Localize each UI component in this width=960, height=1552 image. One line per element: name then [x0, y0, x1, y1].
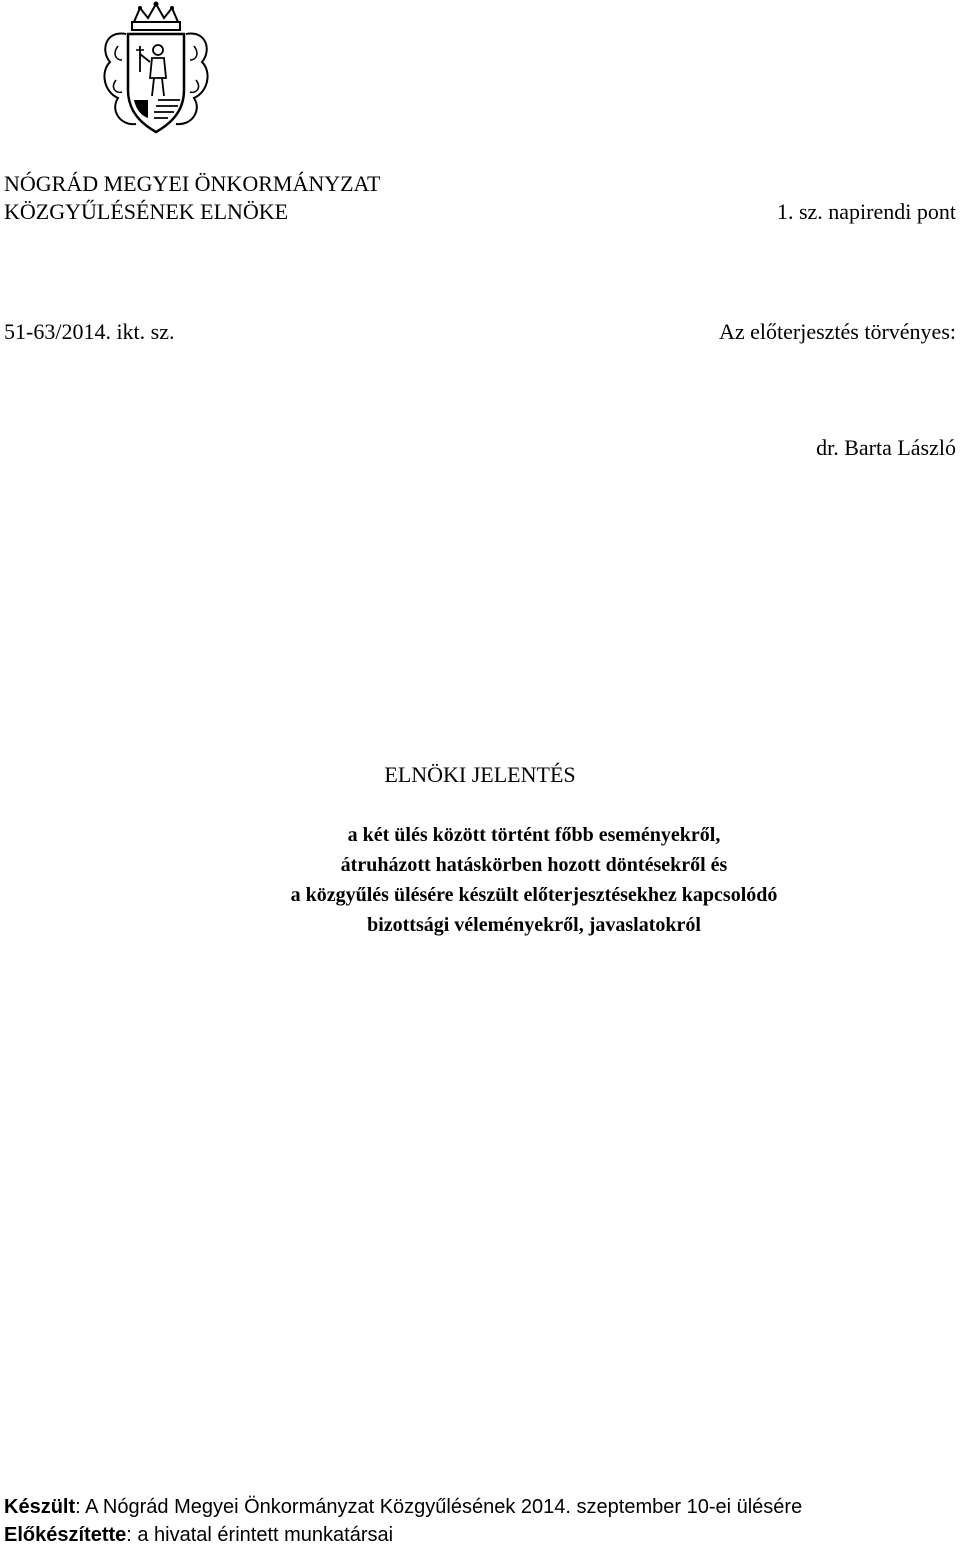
- organization-name-line1: NÓGRÁD MEGYEI ÖNKORMÁNYZAT: [4, 171, 381, 196]
- subject-line: a két ülés között történt főbb eseményekről,: [347, 824, 721, 846]
- report-title: ELNÖKI JELENTÉS: [384, 762, 576, 787]
- prepared-text: : A Nógrád Megyei Önkormányzat Közgyűlésének 2014. szeptember 10-ei ülésére: [75, 1496, 803, 1518]
- footer-preparer: [4, 1524, 393, 1547]
- legality-signer: dr. Barta László: [816, 435, 956, 460]
- subject-line: a közgyűlés ülésére készült előterjesztésekhez kapcsolódó: [290, 884, 778, 906]
- footer-prepared: [4, 1496, 802, 1519]
- subject-line: bizottsági véleményekről, javaslatokról: [367, 914, 701, 936]
- prepared-label: Készült: [4, 1496, 76, 1518]
- preparer-text: : a hivatal érintett munkatársai: [126, 1524, 394, 1546]
- agenda-item: 1. sz. napirendi pont: [776, 199, 956, 224]
- coat-of-arms-logo: [96, 0, 216, 140]
- file-number: 51-63/2014. ikt. sz.: [4, 319, 175, 344]
- preparer-label: Előkészítette: [4, 1524, 127, 1546]
- subject-line: átruházott hatáskörben hozott döntésekről és: [340, 854, 728, 876]
- report-subject: [0, 820, 960, 940]
- organization-name-line2: KÖZGYŰLÉSÉNEK ELNÖKE: [4, 199, 289, 224]
- legality-label: Az előterjesztés törvényes:: [718, 319, 956, 344]
